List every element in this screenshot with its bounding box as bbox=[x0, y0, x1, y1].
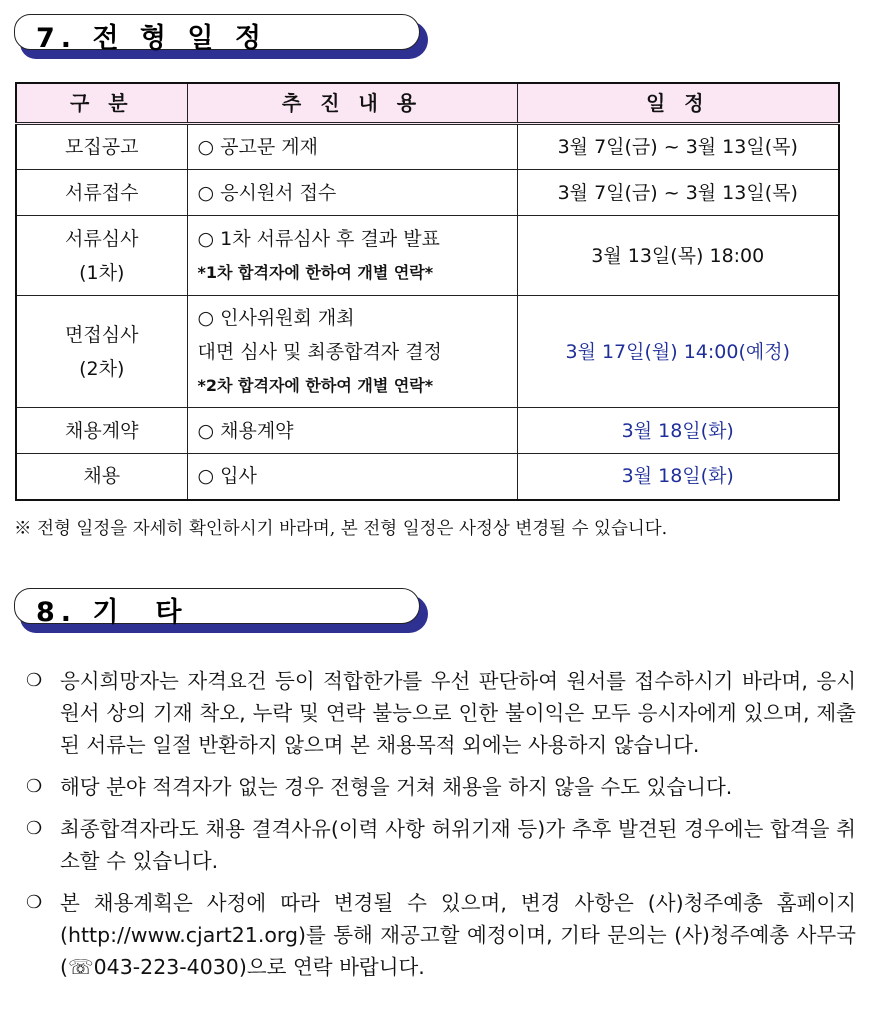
content-line: ○ 입사 bbox=[197, 465, 257, 488]
content-line: ○ 응시원서 접수 bbox=[197, 181, 337, 204]
schedule-table bbox=[15, 82, 840, 501]
table-row bbox=[16, 216, 839, 296]
row-content bbox=[187, 296, 517, 408]
category-line: 채용 bbox=[83, 465, 121, 488]
row-date: 3월 13일(목) 18:00 bbox=[517, 216, 839, 296]
category-line: 서류심사 bbox=[65, 227, 139, 250]
bullet-text: 본 채용계획은 사정에 따라 변경될 수 있으며, 변경 사항은 (사)청주예총 홈페이지(http://www.cjart21.org)를 통해 재공고할 예정이며, 기타 문의는 (사)청주예총 사무국 (☏043-223-4030)으로 연락 바랍니다. bbox=[60, 891, 856, 979]
category-line: 채용계약 bbox=[65, 419, 139, 442]
row-date: 3월 18일(화) bbox=[517, 408, 839, 454]
table-row bbox=[16, 124, 839, 170]
row-content bbox=[187, 124, 517, 170]
bullet-circle-icon: ❍ bbox=[26, 892, 43, 913]
row-category bbox=[16, 170, 187, 216]
content-line: ○ 인사위원회 개최 bbox=[197, 306, 355, 329]
content-line: ○ 채용계약 bbox=[197, 419, 294, 442]
bullet-text: 응시희망자는 자격요건 등이 적합한가를 우선 판단하여 원서를 접수하시기 바라며, 응시원서 상의 기재 착오, 누락 및 연락 불능으로 인한 불이익은 모두 응시자에게 있으며, 제출된 서류는 일절 반환하지 않으며 본 채용목적 외에는 사용하지 않습니다. bbox=[60, 669, 856, 757]
section-8-header bbox=[14, 588, 427, 628]
row-category bbox=[16, 454, 187, 500]
bullet-text: 해당 분야 적격자가 없는 경우 전형을 거쳐 채용을 하지 않을 수도 있습니다. bbox=[60, 775, 733, 799]
category-line: (2차) bbox=[79, 357, 125, 380]
table-row bbox=[16, 170, 839, 216]
row-category bbox=[16, 408, 187, 454]
header-content: 추 진 내 용 bbox=[187, 83, 517, 124]
list-item bbox=[26, 887, 856, 983]
row-category bbox=[16, 296, 187, 408]
table-row bbox=[16, 408, 839, 454]
category-line: (1차) bbox=[79, 261, 125, 284]
other-notes-list bbox=[26, 665, 856, 993]
list-item bbox=[26, 771, 856, 803]
category-line: 면접심사 bbox=[65, 323, 139, 346]
content-line: 대면 심사 및 최종합격자 결정 bbox=[197, 340, 442, 363]
list-item bbox=[26, 665, 856, 761]
row-content bbox=[187, 454, 517, 500]
content-line: ○ 공고문 게재 bbox=[197, 136, 318, 158]
row-note: *1차 합격자에 한하여 개별 연락* bbox=[197, 262, 434, 282]
row-note: *2차 합격자에 한하여 개별 연락* bbox=[197, 375, 434, 395]
row-content bbox=[187, 170, 517, 216]
section-8-title: 8. 기 타 bbox=[36, 597, 188, 628]
table-row bbox=[16, 454, 839, 500]
category-line: 모집공고 bbox=[65, 136, 139, 158]
bullet-circle-icon: ❍ bbox=[26, 670, 43, 691]
bullet-circle-icon: ❍ bbox=[26, 818, 43, 839]
content-line: ○ 1차 서류심사 후 결과 발표 bbox=[197, 227, 440, 250]
section-7-header bbox=[14, 14, 427, 54]
schedule-footnote: ※ 전형 일정을 자세히 확인하시기 바라며, 본 전형 일정은 사정상 변경될 수 있습니다. bbox=[14, 519, 668, 539]
row-content bbox=[187, 216, 517, 296]
table-header-row bbox=[16, 83, 839, 124]
row-date: 3월 7일(금) ~ 3월 13일(목) bbox=[517, 124, 839, 170]
table-row bbox=[16, 296, 839, 408]
row-category bbox=[16, 124, 187, 170]
row-content bbox=[187, 408, 517, 454]
category-line: 서류접수 bbox=[65, 181, 139, 204]
row-date: 3월 7일(금) ~ 3월 13일(목) bbox=[517, 170, 839, 216]
header-date: 일 정 bbox=[517, 83, 839, 124]
row-date: 3월 17일(월) 14:00(예정) bbox=[517, 296, 839, 408]
section-7-title: 7. 전 형 일 정 bbox=[36, 23, 267, 54]
header-category: 구 분 bbox=[16, 83, 187, 124]
list-item bbox=[26, 813, 856, 877]
row-date: 3월 18일(화) bbox=[517, 454, 839, 500]
bullet-circle-icon: ❍ bbox=[26, 776, 43, 797]
row-category bbox=[16, 216, 187, 296]
bullet-text: 최종합격자라도 채용 결격사유(이력 사항 허위기재 등)가 추후 발견된 경우에는 합격을 취소할 수 있습니다. bbox=[60, 817, 856, 873]
